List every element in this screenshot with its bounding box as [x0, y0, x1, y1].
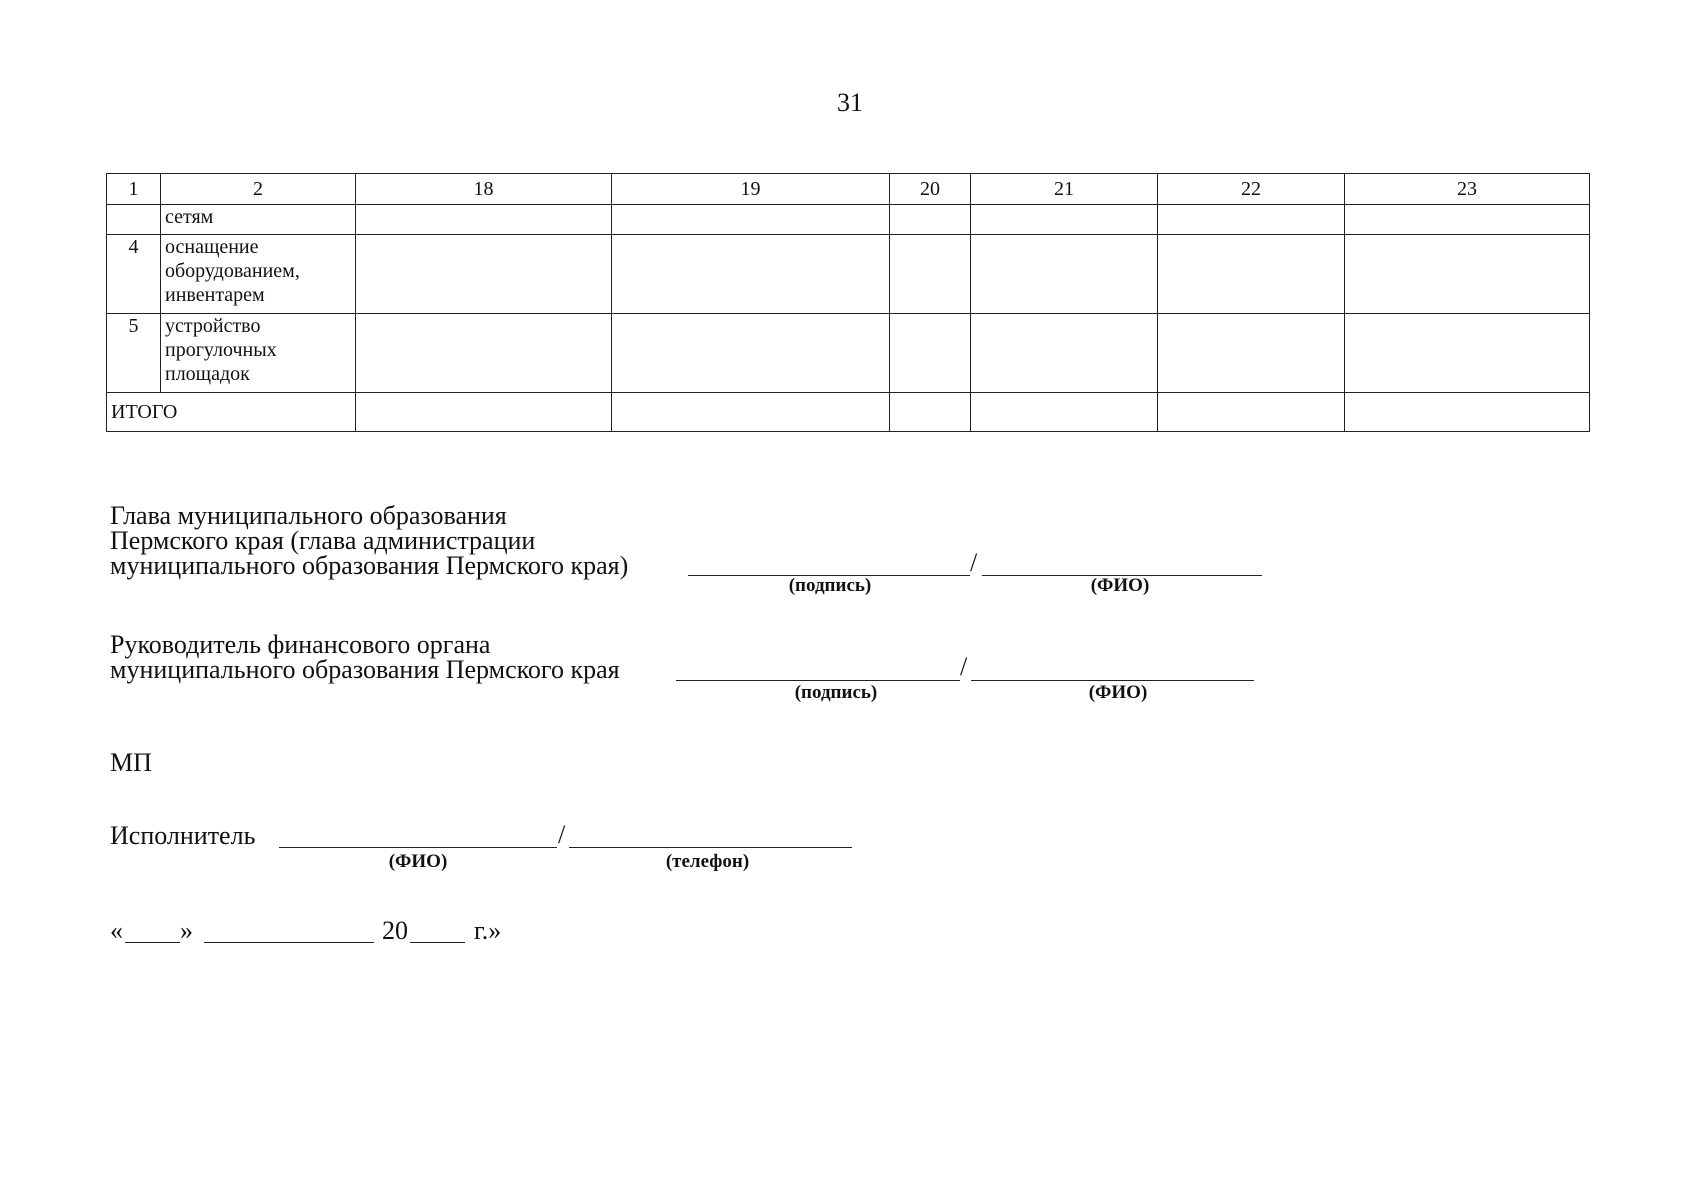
- finance-signature-line: [676, 680, 960, 681]
- separator-slash: /: [558, 820, 566, 849]
- table-row: [107, 235, 1590, 314]
- row-name: устройство прогулочных площадок: [161, 314, 356, 393]
- table-header-row: [107, 174, 1590, 205]
- header-cell: 19: [612, 174, 890, 205]
- executor-fio-line: [279, 847, 557, 848]
- finance-signature-caption: (подпись): [794, 682, 878, 703]
- executor-label: Исполнитель: [110, 821, 256, 850]
- data-table: [106, 173, 1590, 432]
- head-title-line3: муниципального образования Пермского края): [110, 551, 629, 580]
- head-fio-caption: (ФИО): [1090, 575, 1150, 596]
- date-day-line: [125, 942, 180, 943]
- executor-phone-line: [569, 847, 852, 848]
- stamp-label: МП: [110, 748, 152, 777]
- date-close-quote: »: [180, 916, 193, 945]
- row-number: 4: [107, 235, 161, 314]
- head-signature-caption: (подпись): [788, 575, 872, 596]
- date-year-suffix: г.»: [474, 916, 502, 945]
- header-cell: 21: [971, 174, 1158, 205]
- separator-slash: /: [960, 652, 968, 681]
- table-total-row: [107, 393, 1590, 432]
- header-cell: 23: [1345, 174, 1590, 205]
- head-title-line2: Пермского края (глава администрации: [110, 526, 536, 555]
- finance-title-line2: муниципального образования Пермского края: [110, 655, 620, 684]
- head-title-line1: Глава муниципального образования: [110, 501, 507, 530]
- date-month-line: [204, 942, 374, 943]
- finance-title-line1: Руководитель финансового органа: [110, 630, 491, 659]
- row-number: 5: [107, 314, 161, 393]
- table-row: [107, 314, 1590, 393]
- date-year-prefix: 20: [382, 916, 408, 945]
- date-year-line: [410, 942, 465, 943]
- row-name: оснащение оборудованием, инвентарем: [161, 235, 356, 314]
- header-cell: 18: [356, 174, 612, 205]
- row-name: сетям: [161, 205, 356, 235]
- header-cell: 1: [107, 174, 161, 205]
- total-label: ИТОГО: [107, 393, 356, 432]
- finance-fio-line: [971, 680, 1254, 681]
- row-number: [107, 205, 161, 235]
- executor-phone-caption: (телефон): [665, 851, 750, 872]
- separator-slash: /: [970, 548, 978, 577]
- date-open-quote: «: [110, 916, 123, 945]
- header-cell: 22: [1158, 174, 1345, 205]
- header-cell: 20: [890, 174, 971, 205]
- table-row: [107, 205, 1590, 235]
- page-number: 31: [837, 88, 863, 117]
- header-cell: 2: [161, 174, 356, 205]
- finance-fio-caption: (ФИО): [1088, 682, 1148, 703]
- executor-fio-caption: (ФИО): [388, 851, 448, 872]
